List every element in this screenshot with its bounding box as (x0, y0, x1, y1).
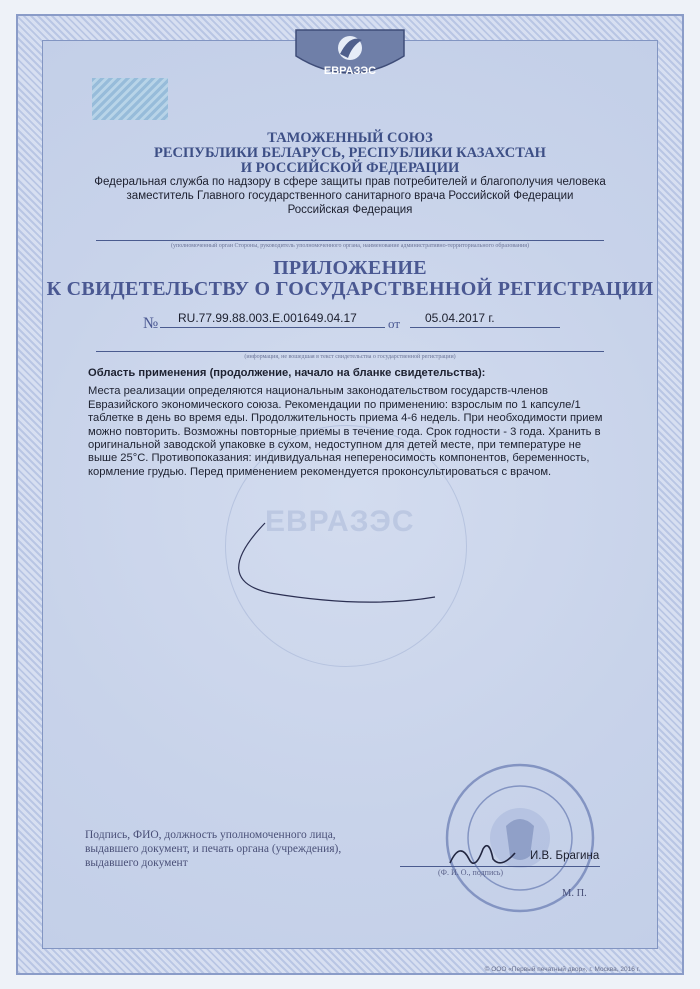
registration-caption: (информация, не вошедшая в текст свидетельства о государственной регистрации) (244, 354, 456, 360)
emblem-text: ЕВРАЗЭС (323, 65, 377, 77)
authority-caption: (уполномоченный орган Стороны, руководитель уполномоченного органа, наименование административно-территориального образования) (171, 243, 529, 249)
authority-line-3: Российская Федерация (287, 204, 413, 216)
number-underline (160, 327, 385, 328)
authority-underline (96, 240, 604, 241)
date-label: от (388, 316, 401, 331)
signature-underline (400, 866, 600, 867)
authority-line-1: Федеральная служба по надзору в сфере защиты прав потребителей и благополучия человека (94, 176, 606, 188)
content-text: Места реализации определяются национальным законодательством государств-членов Евразийского экономического союза. Рекомендации по применению: взрослым по 1 капсуле/1 таблетке в день во время еды. Продолжительность приема 4-6 недель. При необходимости прием можно повторить. Возможны повторные приемы в течение года. Срок годности - 3 года. Хранить в оригинальной заводской упаковке в сухом, недоступном для детей месте, при температуре не выше 25°С. Противопоказания: индивидуальная непереносимость компонентов, беременность, кормление грудью. Перед применением рекомендуется проконсультироваться с врачом. (88, 385, 603, 478)
title-line-2: К СВИДЕТЕЛЬСТВУ О ГОСУДАРСТВЕННОЙ РЕГИСТРАЦИИ (46, 278, 654, 300)
registration-number: RU.77.99.88.003.E.001649.04.17 (178, 311, 357, 325)
union-line-2: РЕСПУБЛИКИ БЕЛАРУСЬ, РЕСПУБЛИКИ КАЗАХСТАН (154, 145, 546, 161)
content-heading: Область применения (продолжение, начало на бланке свидетельства): (88, 367, 486, 379)
pen-stroke-icon (225, 505, 475, 615)
hologram-sticker (92, 78, 168, 120)
content-block (88, 367, 610, 479)
mp-label: М. П. (562, 888, 587, 899)
union-line-1: ТАМОЖЕННЫЙ СОЮЗ (267, 130, 433, 146)
fio-caption: (Ф. И. О., подпись) (438, 868, 504, 877)
number-label: № (143, 315, 159, 332)
printer-footer: © ООО «Первый печатный двор», г. Москва, 2016 г. (484, 966, 640, 973)
union-line-3: И РОССИЙСКОЙ ФЕДЕРАЦИИ (240, 160, 460, 176)
registration-date: 05.04.2017 г. (425, 311, 495, 325)
evrazes-emblem-icon (290, 24, 410, 86)
authority-line-2: заместитель Главного государственного санитарного врача Российской Федерации (126, 190, 574, 202)
watermark-text: ЕВРАЗЭС (265, 505, 415, 538)
signature-label: Подпись, ФИО, должность уполномоченного лица, выдавшего документ, и печать органа (учреждения), выдавшего документ (85, 829, 342, 869)
date-underline (410, 327, 560, 328)
title-line-1: ПРИЛОЖЕНИЕ (273, 257, 427, 279)
caption-underline (96, 351, 604, 352)
signatory-name: И.В. Брагина (530, 850, 600, 862)
